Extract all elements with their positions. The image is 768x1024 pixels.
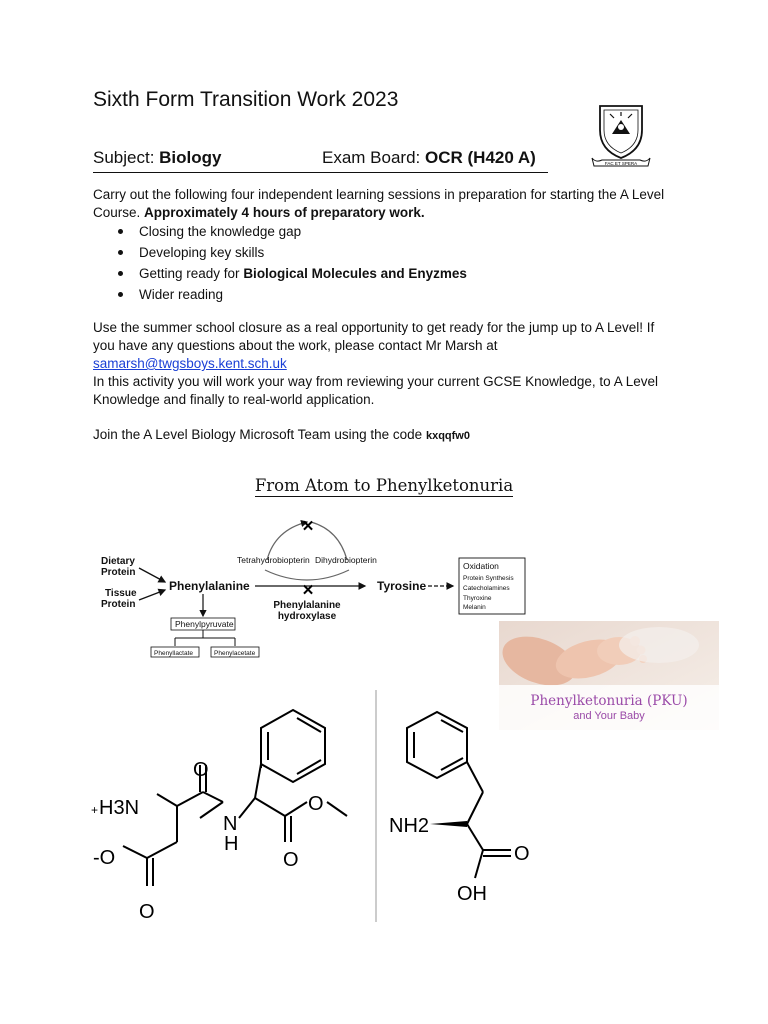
list-item: Closing the knowledge gap (118, 221, 467, 242)
amide-h: H (224, 833, 239, 855)
ester-carbonyl-o: O (283, 849, 299, 871)
list-item: Getting ready for Biological Molecules and Enyzmes (118, 263, 467, 284)
pku-subcaption: and Your Baby (573, 710, 645, 722)
product-item: Melanin (463, 604, 486, 611)
product-item: Catecholamines (463, 585, 510, 592)
session-list (118, 221, 467, 305)
tissue-label: Tissue (105, 588, 137, 599)
amine-label: NH2 (389, 815, 430, 837)
enzyme-label: Phenylalanine (273, 600, 341, 611)
carboxylate-o: -O (93, 847, 116, 869)
ester-o: O (308, 793, 324, 815)
pku-caption: Phenylketonuria (PKU) (530, 693, 688, 709)
subject-line (93, 146, 548, 173)
product-item: Oxidation (463, 561, 499, 571)
page-title: Sixth Form Transition Work 2023 (93, 88, 399, 111)
blocked-cross-icon: ✕ (301, 518, 315, 535)
product-item: Thyroxine (463, 595, 492, 602)
exam-board-field: Exam Board: OCR (H420 A) (322, 148, 536, 167)
tyrosine-label: Tyrosine (377, 579, 427, 593)
info-paragraph: Use the summer school closure as a real opportunity to get ready for the jump up to A Level! If you have any questions about the work, please contact Mr Marsh at samarsh@twgsboys.kent.sch.uk In this activity you will work your way from reviewing your current GCSE Knowledge, to A Level Knowledge and finally to real-world application. (93, 320, 658, 407)
phenylalanine-label: Phenylalanine (169, 579, 250, 593)
dietary-label: Dietary (101, 556, 135, 567)
phenylpyruvate-label: Phenylpyruvate (175, 619, 234, 629)
chemical-structures (85, 690, 545, 930)
tetrahydrobiopterin-label: Tetrahydrobiopterin (237, 555, 310, 565)
amide-n: N (223, 813, 238, 835)
subject-field: Subject: Biology (93, 148, 222, 167)
intro-paragraph: Carry out the following four independent learning sessions in preparation for starting the A Level Course. Approximately 4 hours of preparatory work. (93, 187, 665, 220)
carbonyl-o: O (193, 759, 209, 781)
wedge-bond (430, 821, 467, 827)
carboxyl-o: O (139, 901, 155, 923)
tissue-protein-label: Protein (101, 599, 136, 610)
dihydrobiopterin-label: Dihydrobiopterin (315, 555, 377, 565)
section-heading: From Atom to Phenylketonuria (254, 476, 514, 495)
product-item: Protein Synthesis (463, 575, 514, 582)
contact-email-link[interactable]: samarsh@twgsboys.kent.sch.uk (93, 356, 287, 371)
school-crest-icon (590, 100, 652, 170)
phenylalanine-pathway-diagram (95, 510, 535, 660)
dietary-protein-label: Protein (101, 567, 136, 578)
phenylacetate-label: Phenylacetate (214, 650, 256, 657)
ammonium-label: H3N (99, 797, 140, 819)
list-item: Developing key skills (118, 242, 467, 263)
blocked-cross-icon: ✕ (301, 582, 315, 599)
list-item: Wider reading (118, 284, 467, 305)
enzyme-label-2: hydroxylase (277, 611, 337, 622)
svg-text:FAC ET SPERA: FAC ET SPERA (604, 161, 638, 166)
hydroxyl-label: OH (457, 883, 487, 905)
acid-o: O (514, 843, 530, 865)
plus-charge: + (91, 803, 99, 817)
team-code-line: Join the A Level Biology Microsoft Team using the code kxqqfw0 (93, 427, 470, 442)
team-code: kxqqfw0 (425, 430, 470, 442)
phenyllactate-label: Phenyllactate (154, 650, 194, 657)
